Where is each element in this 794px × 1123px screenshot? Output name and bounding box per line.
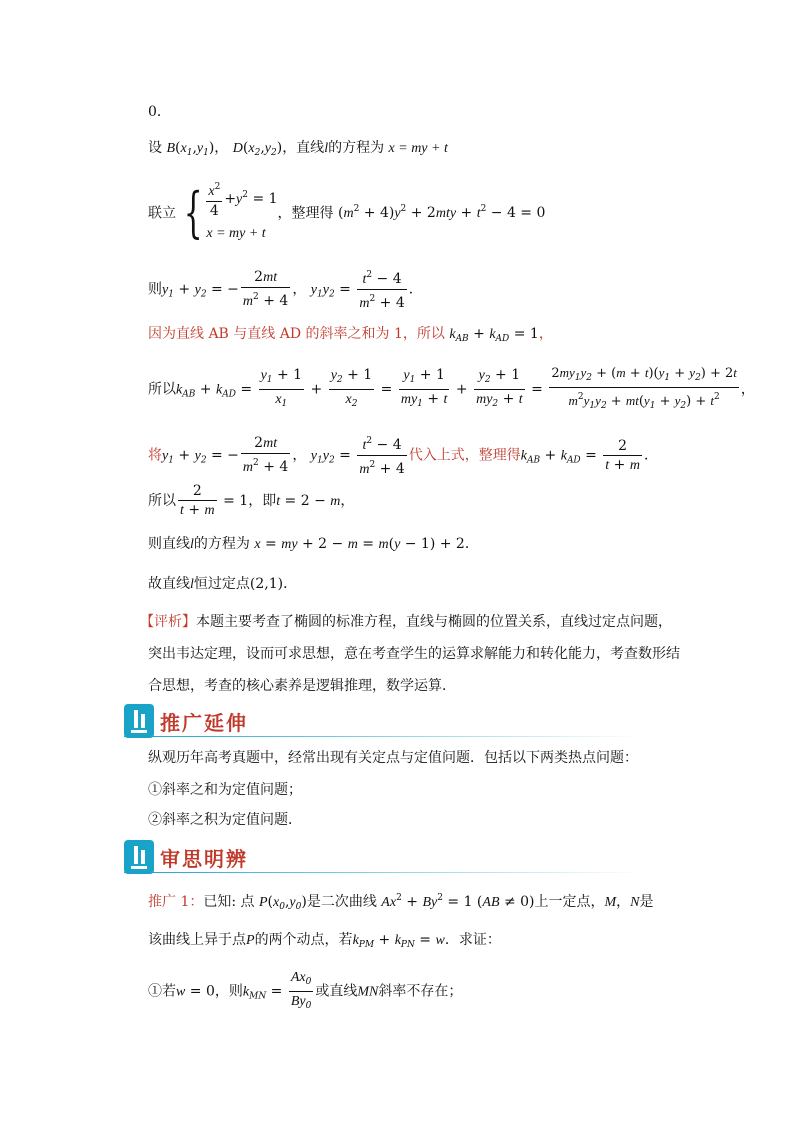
theorem-label: 推广 1： — [148, 894, 204, 910]
text-fragment: 则 — [148, 281, 162, 298]
text-fragment: 恒过定点 — [193, 576, 250, 592]
text-fragment: ②斜率之积为定值问题． — [148, 812, 302, 828]
text-fragment: 合思想，考查的核心素养是逻辑推理，数学运算． — [148, 678, 456, 694]
divider — [124, 872, 644, 873]
bar-chart-icon — [124, 840, 154, 874]
text-fragment: ①若 — [148, 983, 176, 1000]
text-fragment: 因为直线 AB 与直线 AD 的斜率之和为 1，所以 — [148, 326, 445, 342]
text-fragment: 斜率不存在； — [378, 983, 463, 1000]
text-line: 所以 $\frac{2}{t + m}$ = 1，即t = 2 − m， — [148, 483, 355, 518]
text-fragment: 联立 — [148, 205, 176, 222]
text-fragment: ，即 — [248, 493, 277, 509]
text-line: 设 $B(x_1,y_1)$， $D(x_2,y_2)$，直线l的方程为 x = my + t — [148, 140, 448, 158]
math: x = my + t — [388, 141, 448, 156]
text-fragment: 所以 — [148, 493, 176, 509]
text-fragment: 故直线 — [148, 576, 190, 592]
text-line — [148, 644, 680, 664]
text-line: ①若w = 0，则$k_{MN}$ = $\frac{Ax_0}{By_0}$ 或直线MN斜率不存在； — [148, 970, 463, 1011]
text-fragment: ，整理得 — [277, 205, 334, 222]
comment-label: 【评析】 — [140, 614, 196, 630]
text-line — [148, 748, 638, 768]
text-fragment: 代入上式，整理得 — [408, 447, 521, 464]
section-title: 审思明辨 — [160, 846, 248, 871]
text-line — [148, 102, 171, 122]
text-fragment: 是二次曲线 — [306, 894, 377, 910]
text-line: 则$y_1 + y_2$ = − $\frac{2mt}{m^2 + 4}$ ， $y_1y_2$ = $\frac{t^2 - 4}{m^2 + 4}$ ． — [148, 266, 423, 313]
text-line: 将$y_1 + y_2$ = − $\frac{2mt}{m^2 + 4}$ ， $y_1y_2$ = $\frac{t^2 - 4}{m^2 + 4}$ 代入上式，整理得$k_{AB} + k_{AD}$ = $\frac{2}{t + m}$ ． — [148, 432, 658, 479]
section-title: 推广延伸 — [160, 710, 248, 735]
math: $(m^2 + 4)y^2 + 2mty + t^2 - 4 = 0$ — [338, 203, 546, 221]
text-fragment: ，直线 — [282, 140, 325, 156]
divider — [124, 736, 644, 737]
text-fragment: 已知: 点 — [203, 894, 255, 910]
list-item — [148, 780, 302, 800]
text-fragment: 所以 — [148, 381, 176, 398]
text-fragment: 本题主要考查了椭圆的标准方程，直线与椭圆的位置关系，直线过定点问题， — [196, 614, 672, 630]
text-fragment: 该曲线上异于点 — [148, 932, 246, 948]
section-banner — [124, 840, 248, 874]
text-line: 则直线l的方程为 x = my + 2 − m = m(y − 1) + 2． — [148, 536, 479, 552]
text-fragment: ，则 — [214, 983, 243, 1000]
list-item — [148, 810, 302, 830]
equation-system: $\frac{x^2}{4}$ $+y^2 = 1$ x = my + t — [206, 178, 277, 247]
text-fragment: 则直线 — [148, 536, 190, 552]
text-fragment: 将 — [148, 447, 162, 464]
text-fragment: 是 — [639, 894, 654, 910]
text-fragment: ①斜率之和为定值问题； — [148, 782, 302, 798]
text-line: 因为直线 AB 与直线 AD 的斜率之和为 1，所以 $k_{AB} + k_{AD} = 1$， — [148, 326, 553, 344]
text-fragment: 的两个动点，若 — [254, 932, 353, 948]
text-line: 故直线l恒过定点(2,1)． — [148, 576, 298, 592]
section-banner — [124, 704, 248, 738]
text-line: 推广 1：已知: 点 $P(x_0,y_0)$是二次曲线 $Ax^2 + By^2 = 1$ (AB ≠ 0)上一定点，M，N是 — [148, 893, 654, 912]
text-fragment: ．求证： — [444, 932, 501, 948]
text-fragment: 突出韦达定理，设而可求思想，意在考查学生的运算求解能力和转化能力，考查数形结 — [148, 646, 680, 662]
text-line — [140, 612, 672, 632]
text-fragment: 或直线 — [315, 983, 358, 1000]
text-fragment: 纵观历年高考真题中，经常出现有关定点与定值问题．包括以下两类热点问题： — [148, 750, 638, 766]
text-line: 所以$k_{AB} + k_{AD}$ = $\frac{y_1 + 1}{x_1}$ + $\frac{y_2 + 1}{x_2}$ = $\frac{y_1 + 1}{my_1 + t}$ + $\frac{y_2 + 1}{my_2 + t}$ = $\frac{2my_1y_2 + (m + t)(y_1 + y_2) + 2t}{m^2y_1y_2 + mt(y_1 + y_2) + t^2}$ ， — [148, 365, 755, 411]
text-fragment: 的方程为 — [193, 536, 250, 552]
text-fragment: 上一定点， — [534, 894, 605, 910]
text-line: 该曲线上异于点P的两个动点，若$k_{PM} + k_{PN} = w$．求证： — [148, 932, 501, 950]
bar-chart-icon — [124, 704, 154, 738]
math: B — [166, 141, 176, 156]
brace: { — [183, 180, 203, 244]
text-line — [148, 676, 456, 696]
text-fragment: 0． — [148, 104, 171, 120]
text-fragment: 的方程为 — [328, 140, 385, 156]
text-fragment: 设 — [148, 140, 162, 156]
text-line — [148, 178, 545, 247]
